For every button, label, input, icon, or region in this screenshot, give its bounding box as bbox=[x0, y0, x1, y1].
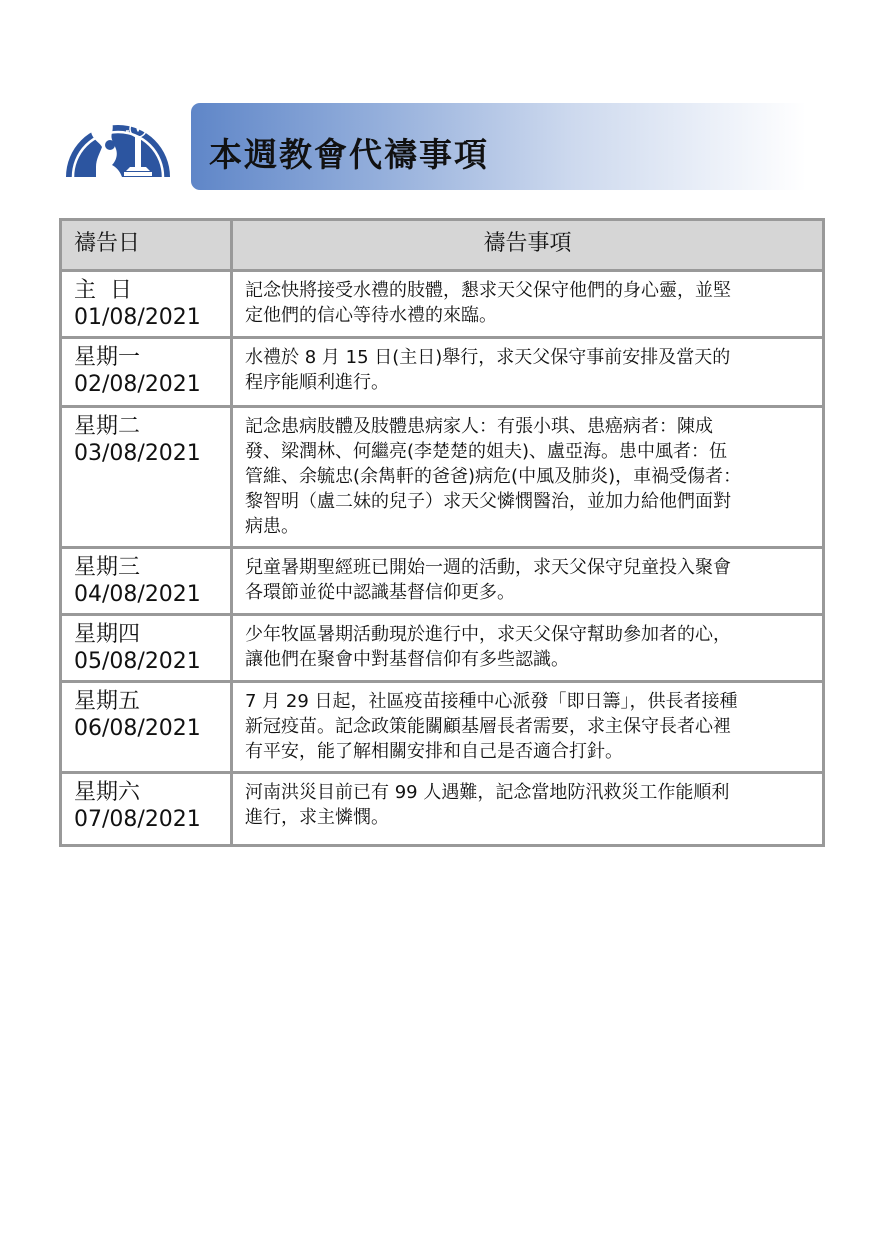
prayer-day-cell bbox=[61, 682, 232, 773]
prayer-text-line: 新冠疫苗。記念政策能關顧基層長者需要，求主保守長者心裡 bbox=[245, 716, 731, 737]
prayer-text-line: 管維、余毓忠(余雋軒的爸爸)病危(中風及肺炎)，車禍受傷者： bbox=[245, 466, 742, 487]
page-title: 本週教會代禱事項 bbox=[209, 135, 489, 174]
table-row bbox=[61, 773, 824, 846]
weekday-label: 星期四 bbox=[74, 622, 141, 647]
weekday-label: 星期一 bbox=[74, 345, 141, 370]
date-label: 01/08/2021 bbox=[74, 305, 201, 330]
prayer-item-cell bbox=[232, 682, 824, 773]
prayer-text-line: 兒童暑期聖經班已開始一週的活動，求天父保守兒童投入聚會 bbox=[245, 557, 731, 578]
prayer-item-cell bbox=[232, 271, 824, 338]
prayer-item-cell bbox=[232, 338, 824, 407]
date-label: 06/08/2021 bbox=[74, 716, 201, 741]
prayer-table bbox=[59, 218, 825, 847]
column-header-item: 禱告事項 bbox=[232, 220, 824, 271]
prayer-item-cell bbox=[232, 548, 824, 615]
table-row bbox=[61, 548, 824, 615]
prayer-text-line: 程序能順利進行。 bbox=[245, 372, 389, 393]
title-banner bbox=[191, 103, 806, 190]
prayer-text-line: 讓他們在聚會中對基督信仰有多些認識。 bbox=[245, 649, 569, 670]
date-label: 02/08/2021 bbox=[74, 372, 201, 397]
date-label: 03/08/2021 bbox=[74, 441, 201, 466]
church-logo-icon bbox=[62, 95, 174, 180]
prayer-text-line: 有平安，能了解相關安排和自己是否適合打針。 bbox=[245, 741, 623, 762]
prayer-text-line: 水禮於 8 月 15 日(主日)舉行，求天父保守事前安排及當天的 bbox=[245, 347, 731, 368]
prayer-item-cell bbox=[232, 773, 824, 846]
table-row bbox=[61, 407, 824, 548]
column-header-day: 禱告日 bbox=[61, 220, 232, 271]
prayer-day-cell bbox=[61, 773, 232, 846]
prayer-text-line: 各環節並從中認識基督信仰更多。 bbox=[245, 582, 515, 603]
prayer-text-line: 發、梁潤林、何繼亮(李楚楚的姐夫)、盧亞海。患中風者：伍 bbox=[245, 441, 728, 462]
date-label: 05/08/2021 bbox=[74, 649, 201, 674]
table-row bbox=[61, 682, 824, 773]
table-row bbox=[61, 338, 824, 407]
weekday-label: 星期五 bbox=[74, 689, 141, 714]
prayer-text-line: 記念患病肢體及肢體患病家人：有張小琪、患癌病者：陳成 bbox=[245, 416, 713, 437]
weekday-label: 星期二 bbox=[74, 414, 141, 439]
prayer-day-cell bbox=[61, 615, 232, 682]
table-header-row bbox=[61, 220, 824, 271]
prayer-text-line: 少年牧區暑期活動現於進行中，求天父保守幫助參加者的心， bbox=[245, 624, 731, 645]
prayer-text-line: 定他們的信心等待水禮的來臨。 bbox=[245, 305, 497, 326]
weekday-label: 星期三 bbox=[74, 555, 141, 580]
prayer-item-cell bbox=[232, 407, 824, 548]
prayer-text-line: 河南洪災目前已有 99 人遇難，記念當地防汛救災工作能順利 bbox=[245, 782, 730, 803]
prayer-day-cell bbox=[61, 548, 232, 615]
table-row bbox=[61, 615, 824, 682]
prayer-text-line: 病患。 bbox=[245, 516, 299, 537]
prayer-text-line: 進行，求主憐憫。 bbox=[245, 807, 389, 828]
date-label: 07/08/2021 bbox=[74, 807, 201, 832]
prayer-item-cell bbox=[232, 615, 824, 682]
date-label: 04/08/2021 bbox=[74, 582, 201, 607]
table-row bbox=[61, 271, 824, 338]
prayer-day-cell bbox=[61, 271, 232, 338]
weekday-label: 星期六 bbox=[74, 780, 141, 805]
prayer-day-cell bbox=[61, 338, 232, 407]
prayer-text-line: 記念快將接受水禮的肢體，懇求天父保守他們的身心靈，並堅 bbox=[245, 280, 731, 301]
prayer-day-cell bbox=[61, 407, 232, 548]
prayer-text-line: 黎智明（盧二妹的兒子）求天父憐憫醫治，並加力給他們面對 bbox=[245, 491, 731, 512]
prayer-text-line: 7 月 29 日起，社區疫苗接種中心派發「即日籌」，供長者接種 bbox=[245, 691, 738, 712]
weekday-label: 主 日 bbox=[74, 278, 132, 303]
